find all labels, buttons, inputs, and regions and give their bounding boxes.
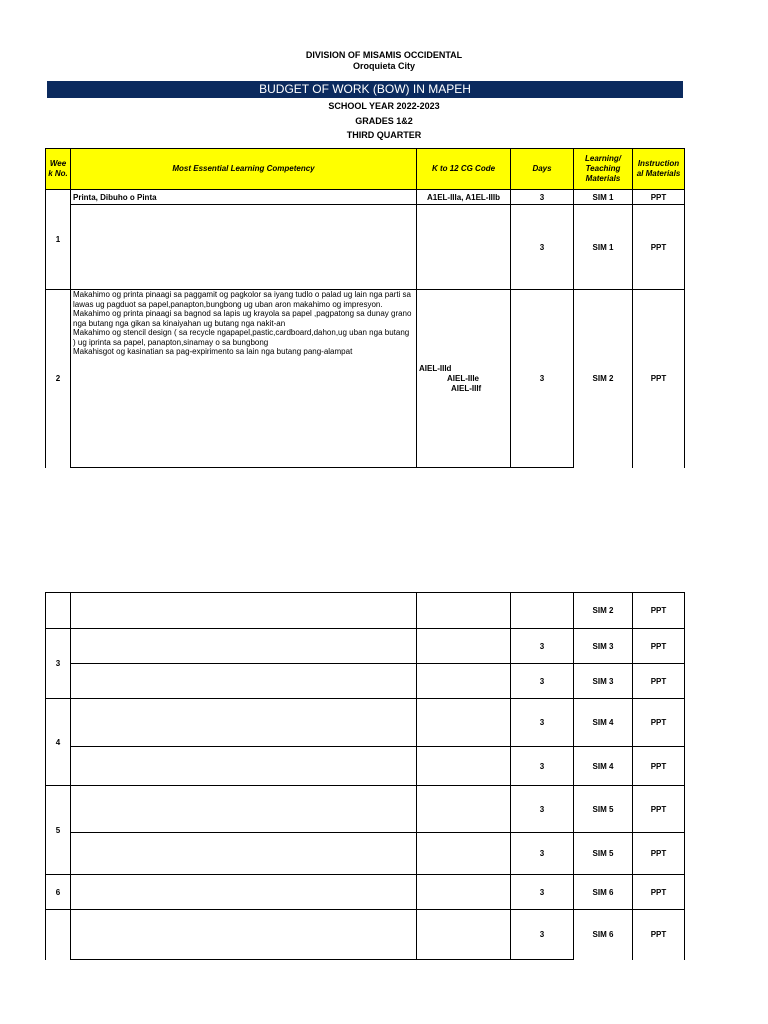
week-cell: 5 <box>46 786 71 875</box>
im-cell: PPT <box>633 833 685 875</box>
week-cell <box>46 910 71 960</box>
table-row <box>46 290 685 468</box>
city-heading: Oroquieta City <box>352 61 415 71</box>
competency-cell <box>71 593 417 629</box>
ltm-cell: SIM 4 <box>574 747 633 786</box>
code-cell <box>417 593 511 629</box>
ltm-cell: SIM 3 <box>574 629 633 664</box>
table-row <box>46 664 685 699</box>
im-cell: PPT <box>633 747 685 786</box>
days-cell: 3 <box>511 205 574 290</box>
competency-cell <box>71 290 417 468</box>
week-cell: 6 <box>46 875 71 910</box>
ltm-cell: SIM 1 <box>574 190 633 205</box>
ltm-cell: SIM 2 <box>574 593 633 629</box>
competency-cell <box>71 664 417 699</box>
code-cell <box>417 910 511 960</box>
days-cell: 3 <box>511 786 574 833</box>
week-cell <box>46 593 71 629</box>
table-row <box>46 190 685 205</box>
ltm-cell: SIM 6 <box>574 875 633 910</box>
im-cell: PPT <box>633 629 685 664</box>
grades-label: GRADES 1&2 <box>355 116 413 126</box>
week-cell: 4 <box>46 699 71 786</box>
competency-cell: Printa, Dibuho o Pinta <box>71 190 417 205</box>
competency-line: Makahimo og printa pinaagi sa paggamit og pagkolor sa iyang tudlo o palad ug lain nga parti sa lawas ug pagduot sa papel,panapton,bungbong ug uban aron makahimo og impresyon. <box>73 290 411 309</box>
days-cell: 3 <box>511 910 574 960</box>
days-cell: 3 <box>511 747 574 786</box>
competency-line: Makahimo og stencil design ( sa recycle ngapapel,pastic,cardboard,dahon,ug uban nga butang ) ug iprinta sa papel, panapton,sinamay o sa bungbong <box>73 328 410 347</box>
days-cell: 3 <box>511 290 574 468</box>
col-week: Wee k No. <box>46 149 71 190</box>
code-cell <box>417 747 511 786</box>
competency-line: Makahimo og printa pinaagi sa bagnod sa lapis ug krayola sa papel ,pagpatong sa dunay grano nga butang nga gikan sa kinaiyahan ug butang nga nakit-an <box>73 309 412 328</box>
code-cell <box>417 664 511 699</box>
im-cell: PPT <box>633 593 685 629</box>
competency-cell <box>71 786 417 833</box>
competency-cell <box>71 747 417 786</box>
competency-cell <box>71 833 417 875</box>
ltm-cell: SIM 5 <box>574 786 633 833</box>
code-cell <box>417 833 511 875</box>
ltm-cell: SIM 5 <box>574 833 633 875</box>
ltm-cell: SIM 3 <box>574 664 633 699</box>
week-cell: 2 <box>46 290 71 468</box>
code-line: AIEL-IIIf <box>451 383 482 393</box>
code-cell <box>417 699 511 747</box>
table-row <box>46 205 685 290</box>
col-ltm: Learning/ Teaching Materials <box>574 149 633 190</box>
competency-cell <box>71 910 417 960</box>
competency-cell <box>71 629 417 664</box>
im-cell: PPT <box>633 190 685 205</box>
col-im: Instruction al Materials <box>633 149 685 190</box>
ltm-cell: SIM 2 <box>574 290 633 468</box>
col-code: K to 12 CG Code <box>417 149 511 190</box>
table-row <box>46 833 685 875</box>
code-cell <box>417 205 511 290</box>
code-cell <box>417 290 511 468</box>
week-cell: 3 <box>46 629 71 699</box>
days-cell: 3 <box>511 699 574 747</box>
budget-table-continued <box>45 592 685 960</box>
table-row <box>46 786 685 833</box>
days-cell <box>511 593 574 629</box>
im-cell: PPT <box>633 875 685 910</box>
table-row <box>46 593 685 629</box>
im-cell: PPT <box>633 910 685 960</box>
table-row <box>46 910 685 960</box>
quarter-label: THIRD QUARTER <box>346 130 422 140</box>
ltm-cell: SIM 1 <box>574 205 633 290</box>
code-cell <box>417 875 511 910</box>
col-days: Days <box>511 149 574 190</box>
week-cell: 1 <box>46 190 71 290</box>
competency-line: Makahisgot og kasinatian sa pag-expirimento sa lain nga butang pang-alampat <box>73 347 353 356</box>
days-cell: 3 <box>511 664 574 699</box>
code-cell <box>417 786 511 833</box>
im-cell: PPT <box>633 205 685 290</box>
days-cell: 3 <box>511 875 574 910</box>
document-title-banner: BUDGET OF WORK (BOW) IN MAPEH <box>47 81 683 98</box>
division-heading: DIVISION OF MISAMIS OCCIDENTAL <box>305 50 463 60</box>
im-cell: PPT <box>633 664 685 699</box>
table-row <box>46 699 685 747</box>
competency-cell <box>71 699 417 747</box>
im-cell: PPT <box>633 699 685 747</box>
competency-cell <box>71 205 417 290</box>
ltm-cell: SIM 6 <box>574 910 633 960</box>
im-cell: PPT <box>633 786 685 833</box>
days-cell: 3 <box>511 190 574 205</box>
code-line: AIEL-IIIe <box>447 373 480 383</box>
days-cell: 3 <box>511 833 574 875</box>
school-year: SCHOOL YEAR 2022-2023 <box>328 101 440 111</box>
code-line: AIEL-IIId <box>419 363 452 373</box>
table-row <box>46 875 685 910</box>
days-cell: 3 <box>511 629 574 664</box>
table-row <box>46 629 685 664</box>
code-cell <box>417 629 511 664</box>
table-row <box>46 747 685 786</box>
ltm-cell: SIM 4 <box>574 699 633 747</box>
code-cell: A1EL-IIIa, A1EL-IIIb <box>417 190 511 205</box>
competency-cell <box>71 875 417 910</box>
budget-table-top <box>45 148 685 468</box>
col-competency: Most Essential Learning Competency <box>71 149 417 190</box>
im-cell: PPT <box>633 290 685 468</box>
